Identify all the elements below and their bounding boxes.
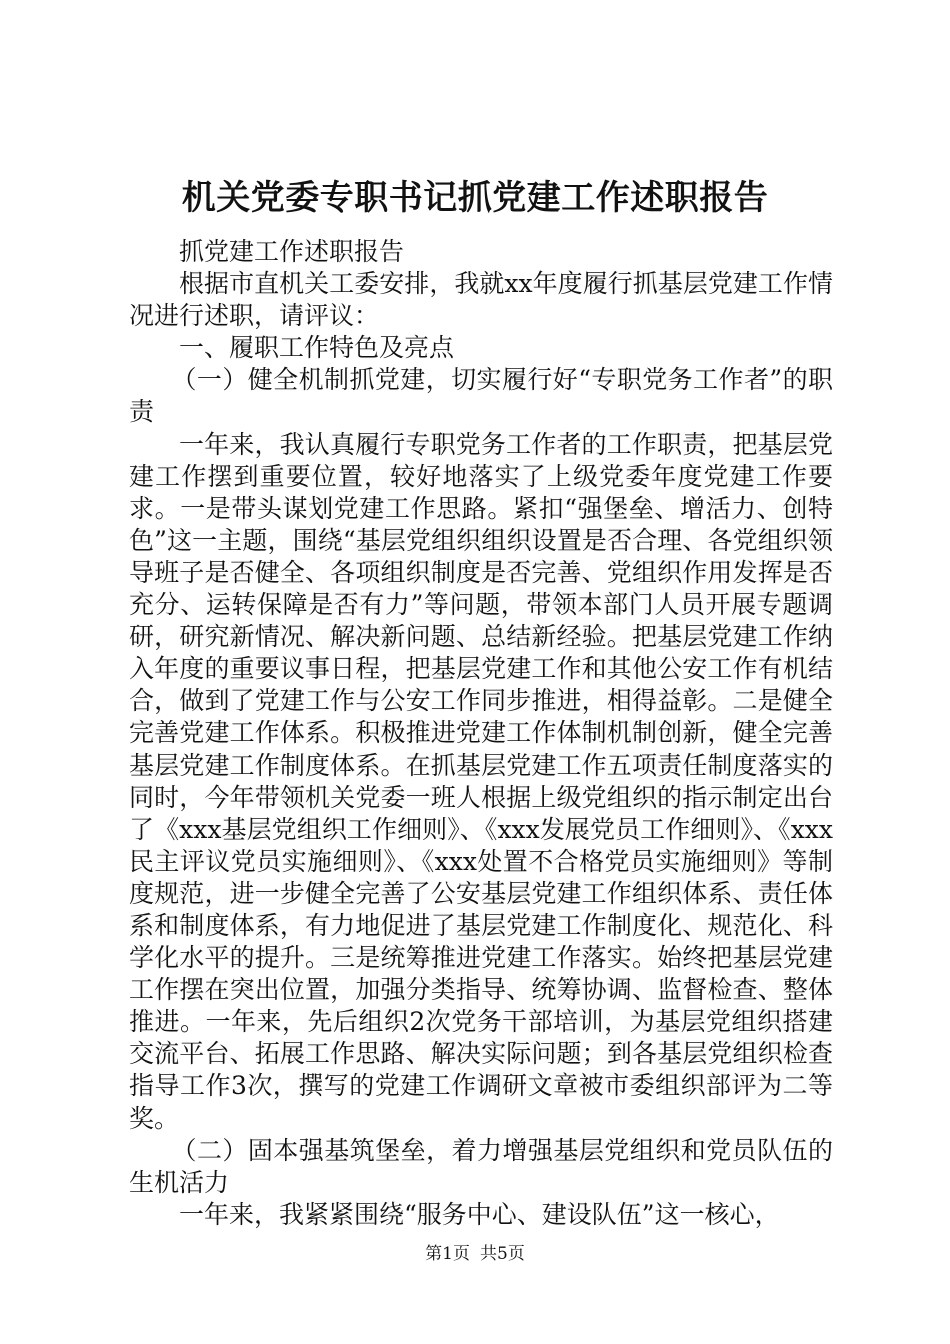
page-footer — [0, 1243, 950, 1265]
page-total: 共5页 — [480, 1244, 525, 1264]
section-heading-1: 一、履职工作特色及亮点 — [179, 333, 455, 363]
page-number: 第1页 — [425, 1244, 470, 1264]
paragraph-body-2: 一年来，我紧紧围绕“服务中心、建设队伍”这一核心， — [179, 1199, 780, 1229]
paragraph-subtitle: 抓党建工作述职报告 — [179, 237, 405, 266]
document-body — [129, 236, 833, 1231]
paragraph-intro: 根据市直机关工委安排，我就xx年度履行抓基层党建工作情况进行述职，请评议： — [129, 269, 833, 331]
paragraph-body-1: 一年来，我认真履行专职党务工作者的工作职责，把基层党建工作摆到重要位置，较好地落实了上级党委年度党建工作要求。一是带头谋划党建工作思路。紧扣“强堡垒、增活力、创特色”这一主题，围绕“基层党组织组织设置是否合理、各党组织领导班子是否健全、各项组织制度是否完善、党组织作用发挥是否充分、运转保障是否有力”等问题，带领本部门人员开展专题调研，研究新情况、解决新问题、总结新经验。把基层党建工作纳入年度的重要议事日程，把基层党建工作和其他公安工作有机结合，做到了党建工作与公安工作同步推进，相得益彰。二是健全完善党建工作体系。积极推进党建工作体制机制创新，健全完善基层党建工作制度体系。在抓基层党建工作五项责任制度落实的同时，今年带领机关党委一班人根据上级党组织的指示制定出台了《xxx基层党组织工作细则》、《xxx发展党员工作细则》、《xxx民主评议党员实施细则》、《xxx处置不合格党员实施细则》等制度规范，进一步健全完善了公安基层党建工作组织体系、责任体系和制度体系，有力地促进了基层党建工作制度化、规范化、科学化水平的提升。三是统筹推进党建工作落实。始终把基层党建工作摆在突出位置，加强分类指导、统筹协调、监督检查、整体推进。一年来，先后组织2次党务干部培训，为基层党组织搭建交流平台、拓展工作思路、解决实际问题；到各基层党组织检查指导工作3次，撰写的党建工作调研文章被市委组织部评为二等奖。 — [129, 429, 833, 1133]
subsection-heading-1: （一）健全机制抓党建，切实履行好“专职党务工作者”的职责 — [129, 365, 833, 427]
document-title: 机关党委专职书记抓党建工作述职报告 — [181, 178, 769, 218]
subsection-heading-2: （二）固本强基筑堡垒，着力增强基层党组织和党员队伍的生机活力 — [129, 1135, 833, 1197]
